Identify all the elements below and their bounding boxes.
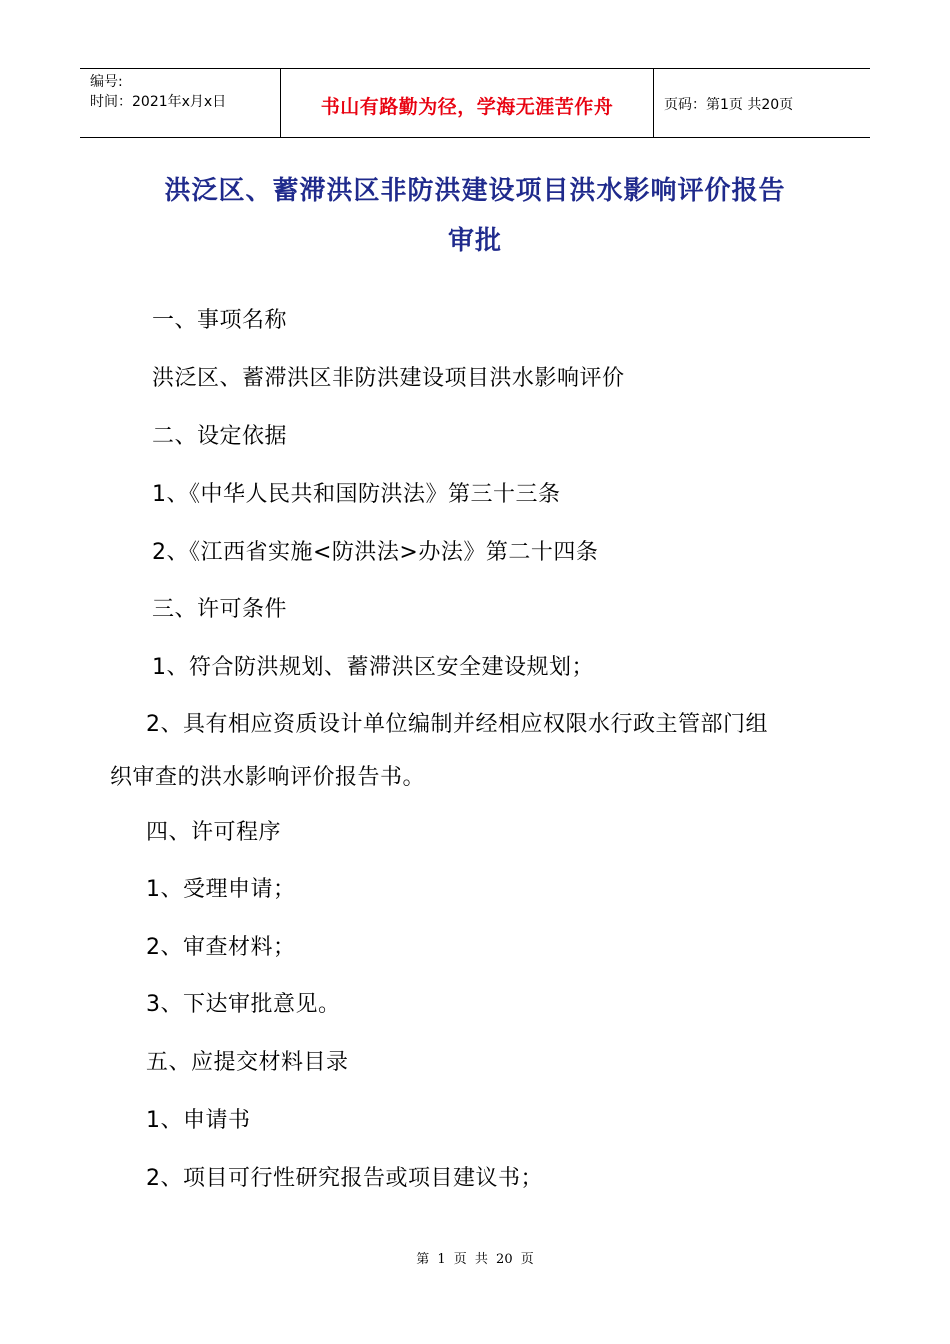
list-item: 2、项目可行性研究报告或项目建议书； [146,1166,543,1191]
list-item: 2、具有相应资质设计单位编制并经相应权限水行政主管部门组 [146,712,768,737]
document-title-line-1: 洪泛区、蓄滞洪区非防洪建设项目洪水影响评价报告 [164,176,786,206]
section-heading-2: 二、设定依据 [152,424,288,449]
header-motto-cell [281,69,654,137]
document-title-line-2: 审批 [447,226,502,256]
section-heading-1: 一、事项名称 [152,308,288,333]
page-info: 页码：第1页 共20页 [664,97,794,113]
list-item: 1、《中华人民共和国防洪法》第三十三条 [152,482,561,507]
page-footer: 第 1 页 共 20 页 [416,1252,534,1267]
list-item-continuation: 织审查的洪水影响评价报告书。 [110,765,426,790]
paragraph-line: 洪泛区、蓄滞洪区非防洪建设项目洪水影响评价 [152,366,625,391]
time-label: 时间：2021年x月x日 [90,94,227,110]
list-item: 3、下达审批意见。 [146,992,341,1017]
page-header [80,68,870,138]
list-item: 1、受理申请； [146,877,296,902]
list-item: 2、《江西省实施<防洪法>办法》第二十四条 [152,540,599,565]
list-item: 1、符合防洪规划、蓄滞洪区安全建设规划； [152,655,594,680]
motto-text: 书山有路勤为径，学海无涯苦作舟 [320,95,614,118]
section-heading-4: 四、许可程序 [146,820,282,845]
section-heading-5: 五、应提交材料目录 [146,1050,349,1075]
header-page-info-cell [654,69,870,137]
header-meta [80,69,281,137]
number-label: 编号: [90,74,123,90]
section-heading-3: 三、许可条件 [152,597,288,622]
list-item: 2、审查材料； [146,935,296,960]
list-item: 1、申请书 [146,1108,251,1133]
